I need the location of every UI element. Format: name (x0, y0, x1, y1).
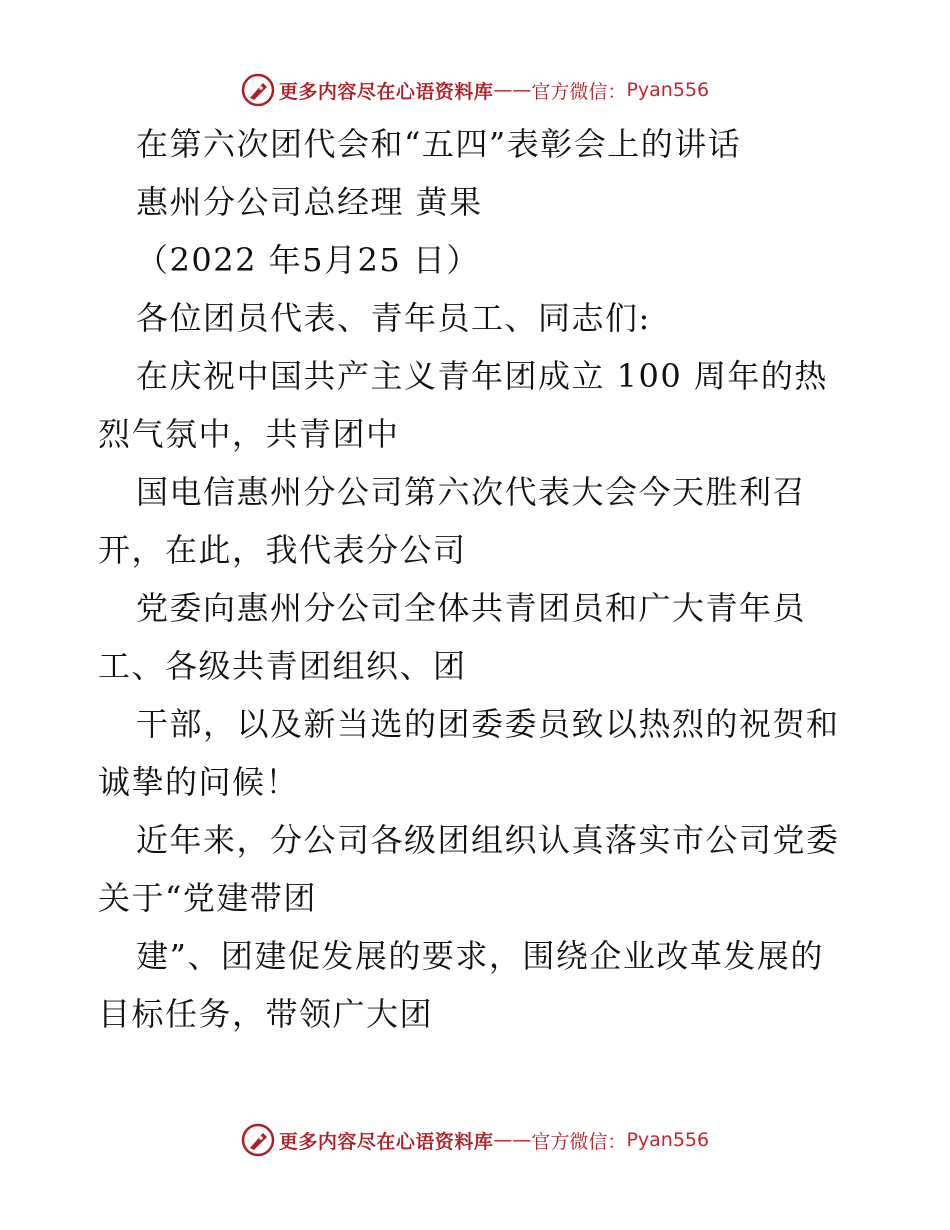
date-line: （2022 年5月25 日） (136, 241, 480, 279)
pen-nib-logo-icon (241, 73, 275, 107)
header-banner (0, 70, 950, 110)
paragraph-line: 关于“党建带团 (98, 879, 317, 917)
paragraph-line: 开，在此，我代表分公司 (98, 531, 467, 569)
banner-wechat-label: 官方微信： (531, 80, 627, 103)
banner-wechat-label: 官方微信： (531, 1130, 627, 1153)
banner-wechat-id: Pyan556 (626, 1129, 710, 1151)
footer-banner (0, 1120, 950, 1160)
paragraph-line: 工、各级共青团组织、团 (98, 647, 467, 685)
pen-nib-logo-icon (241, 1123, 275, 1157)
speaker-line: 惠州分公司总经理 黄果 (136, 183, 483, 221)
paragraph-line: 国电信惠州分公司第六次代表大会今天胜利召 (136, 473, 807, 511)
banner-separator: —— (493, 79, 532, 101)
salutation: 各位团员代表、青年员工、同志们: (136, 299, 651, 337)
banner-wechat-id: Pyan556 (626, 79, 710, 101)
banner-separator: —— (493, 1129, 532, 1151)
banner-site-text: 更多内容尽在心语资料库 (278, 1130, 494, 1153)
paragraph-line: 近年来，分公司各级团组织认真落实市公司党委 (136, 821, 840, 859)
paragraph-line: 建”、团建促发展的要求，围绕企业改革发展的 (136, 937, 824, 975)
paragraph-line: 烈气氛中，共青团中 (98, 415, 400, 453)
speech-title: 在第六次团代会和“五四”表彰会上的讲话 (136, 125, 742, 163)
document-body (98, 122, 868, 1050)
paragraph-line: 干部，以及新当选的团委委员致以热烈的祝贺和 (136, 705, 840, 743)
paragraph-line: 在庆祝中国共产主义青年团成立 100 周年的热 (136, 357, 828, 395)
paragraph-line: 诚挚的问候！ (98, 763, 300, 801)
paragraph-line: 党委向惠州分公司全体共青团员和广大青年员 (136, 589, 807, 627)
paragraph-line: 目标任务，带领广大团 (98, 995, 434, 1033)
banner-site-text: 更多内容尽在心语资料库 (278, 80, 494, 103)
